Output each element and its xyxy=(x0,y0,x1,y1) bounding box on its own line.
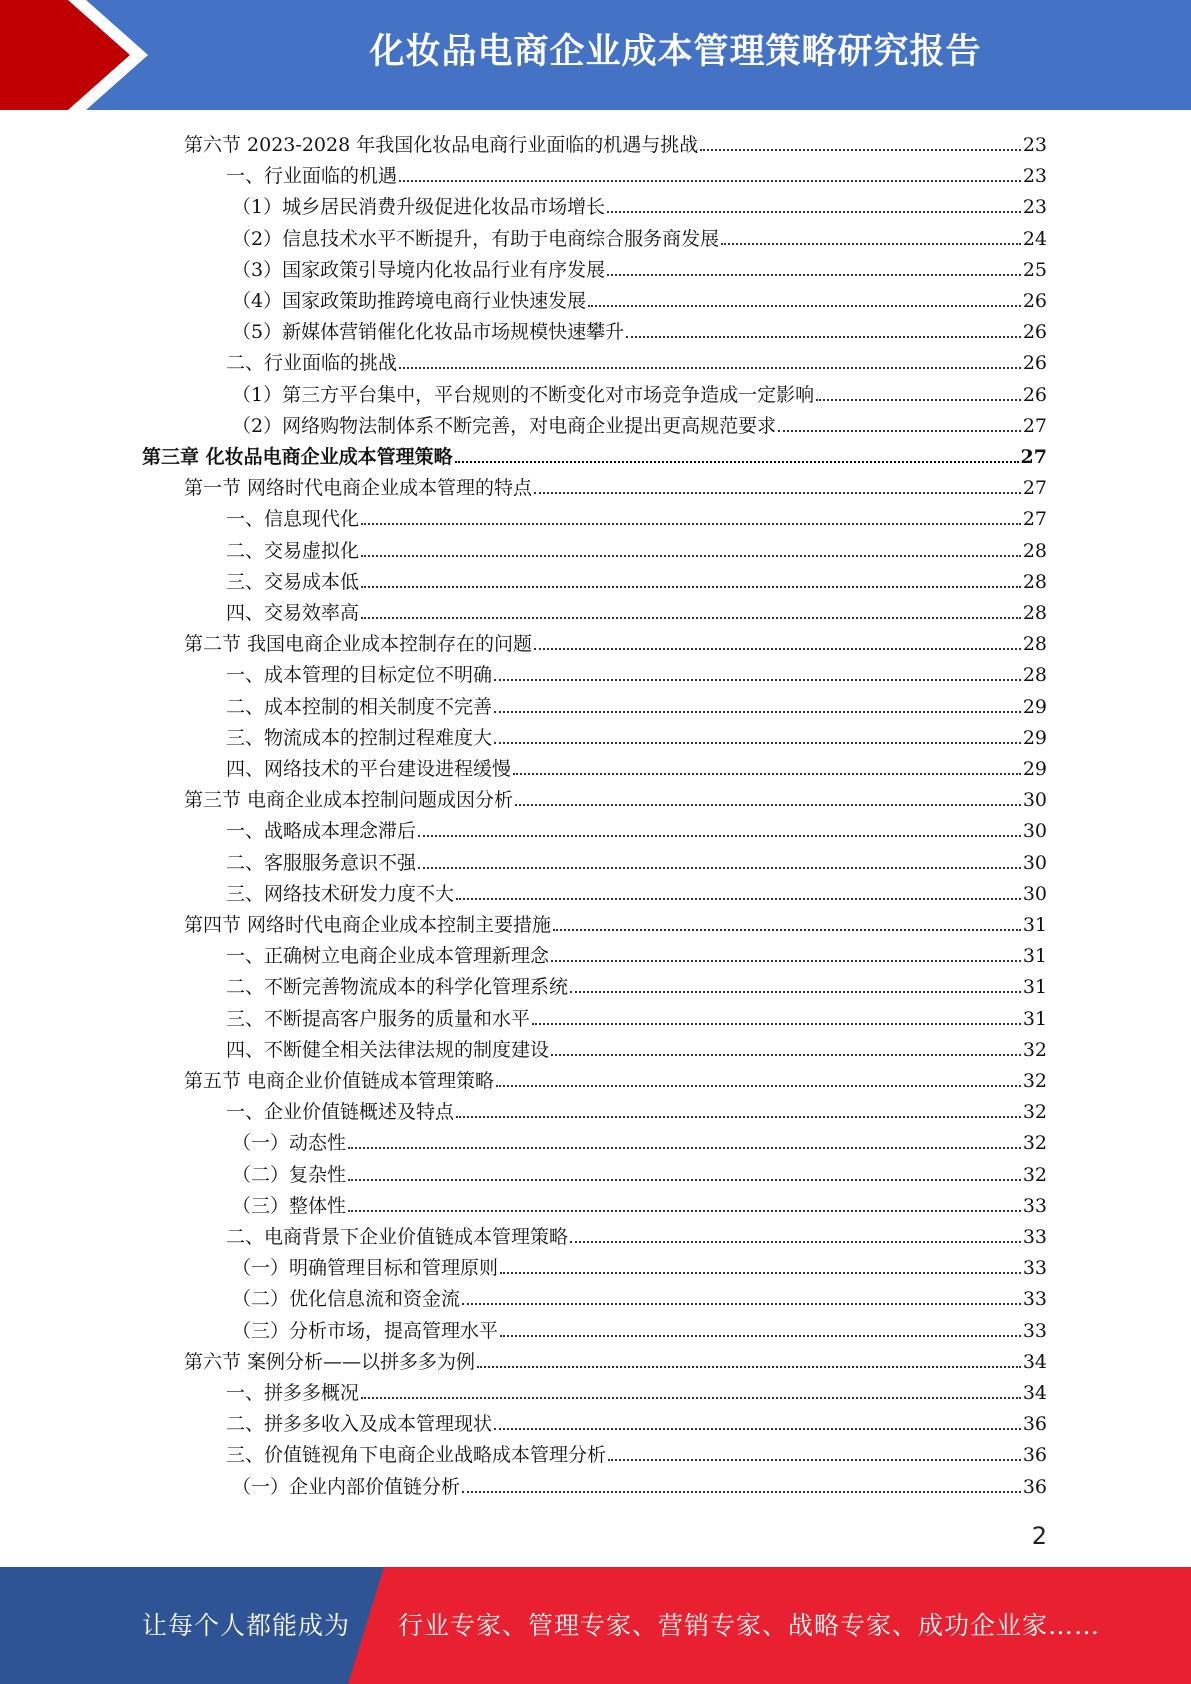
toc-entry-page: 23 xyxy=(1022,196,1047,218)
toc-entry[interactable] xyxy=(232,376,1047,407)
toc-entry-title: 二、不断完善物流成本的科学化管理系统 xyxy=(226,976,569,998)
toc-entry[interactable] xyxy=(226,656,1047,687)
header-banner xyxy=(0,0,1191,110)
toc-dot-leader xyxy=(494,742,1021,744)
toc-dot-leader xyxy=(361,1397,1021,1399)
toc-entry-title: 第二节 我国电商企业成本控制存在的问题 xyxy=(184,633,533,655)
toc-entry-page: 33 xyxy=(1022,1320,1047,1342)
toc-entry-page: 25 xyxy=(1022,259,1047,281)
toc-entry-title: 四、不断健全相关法律法规的制度建设 xyxy=(226,1039,550,1061)
toc-dot-leader xyxy=(399,367,1021,369)
toc-entry-page: 28 xyxy=(1022,602,1047,624)
toc-entry[interactable] xyxy=(226,812,1047,843)
toc-dot-leader xyxy=(551,960,1021,962)
toc-entry-title: 第四节 网络时代电商企业成本控制主要措施 xyxy=(184,914,552,936)
toc-entry-title: 第五节 电商企业价值链成本管理策略 xyxy=(184,1070,495,1092)
toc-entry-page: 33 xyxy=(1022,1195,1047,1217)
toc-dot-leader xyxy=(361,617,1021,619)
toc-entry[interactable] xyxy=(184,906,1047,937)
toc-entry-title: 四、交易效率高 xyxy=(226,602,360,624)
toc-entry-title: 二、行业面临的挑战 xyxy=(226,352,398,374)
toc-entry-page: 33 xyxy=(1022,1257,1047,1279)
toc-dot-leader xyxy=(816,399,1021,401)
footer-banner xyxy=(0,1567,1191,1684)
toc-entry-title: （二）复杂性 xyxy=(232,1164,347,1186)
toc-entry-page: 32 xyxy=(1022,1164,1047,1186)
toc-entry[interactable] xyxy=(232,1249,1047,1280)
toc-entry[interactable] xyxy=(232,1468,1047,1499)
toc-entry-page: 23 xyxy=(1022,134,1047,156)
footer-slogan-left: 让每个人都能成为 xyxy=(142,1611,351,1640)
toc-entry-page: 26 xyxy=(1022,352,1047,374)
toc-entry-title: 一、企业价值链概述及特点 xyxy=(226,1101,455,1123)
toc-entry[interactable] xyxy=(232,1312,1047,1343)
toc-entry[interactable] xyxy=(226,594,1047,625)
toc-entry-title: 三、不断提高客户服务的质量和水平 xyxy=(226,1008,531,1030)
toc-entry[interactable] xyxy=(226,563,1047,594)
toc-entry-title: （2）信息技术水平不断提升，有助于电商综合服务商发展 xyxy=(232,228,720,250)
toc-dot-leader xyxy=(551,1054,1021,1056)
toc-entry-page: 26 xyxy=(1022,384,1047,406)
toc-dot-leader xyxy=(361,586,1021,588)
toc-entry-title: 第六节 2023-2028 年我国化妆品电商行业面临的机遇与挑战 xyxy=(184,134,699,156)
toc-chapter-entry[interactable] xyxy=(142,438,1047,469)
toc-entry[interactable] xyxy=(184,781,1047,812)
toc-entry[interactable] xyxy=(184,1343,1047,1374)
toc-entry[interactable] xyxy=(226,937,1047,968)
toc-entry-title: （1）城乡居民消费升级促进化妆品市场增长 xyxy=(232,196,606,218)
toc-entry-page: 29 xyxy=(1022,727,1047,749)
toc-entry-title: 三、价值链视角下电商企业战略成本管理分析 xyxy=(226,1444,607,1466)
toc-entry-title: 三、物流成本的控制过程难度大 xyxy=(226,727,493,749)
toc-entry-title: 一、正确树立电商企业成本管理新理念 xyxy=(226,945,550,967)
toc-entry-page: 36 xyxy=(1022,1476,1047,1498)
toc-dot-leader xyxy=(456,1116,1021,1118)
toc-entry-page: 31 xyxy=(1022,945,1047,967)
toc-entry-title: 四、网络技术的平台建设进程缓慢 xyxy=(226,758,512,780)
toc-entry[interactable] xyxy=(232,407,1047,438)
toc-entry-page: 27 xyxy=(1022,415,1047,437)
toc-entry-title: （三）分析市场，提高管理水平 xyxy=(232,1320,499,1342)
toc-entry-title: 二、客服服务意识不强 xyxy=(226,852,417,874)
toc-entry[interactable] xyxy=(226,1031,1047,1062)
toc-entry-title: 二、成本控制的相关制度不完善 xyxy=(226,696,493,718)
toc-entry[interactable] xyxy=(226,1218,1047,1249)
toc-entry-title: （2）网络购物法制体系不断完善，对电商企业提出更高规范要求 xyxy=(232,415,777,437)
toc-entry[interactable] xyxy=(226,1436,1047,1467)
toc-dot-leader xyxy=(513,773,1021,775)
toc-entry-title: （一）动态性 xyxy=(232,1132,347,1154)
toc-dot-leader xyxy=(462,1303,1021,1305)
toc-entry-title: 一、战略成本理念滞后 xyxy=(226,820,417,842)
toc-entry-title: 第六节 案例分析——以拼多多为例 xyxy=(184,1351,476,1373)
toc-entry[interactable] xyxy=(232,188,1047,219)
toc-dot-leader xyxy=(778,430,1021,432)
toc-entry-page: 30 xyxy=(1022,883,1047,905)
toc-dot-leader xyxy=(534,492,1021,494)
toc-entry-page: 33 xyxy=(1022,1288,1047,1310)
toc-entry[interactable] xyxy=(226,719,1047,750)
toc-dot-leader xyxy=(348,1147,1021,1149)
toc-entry-page: 30 xyxy=(1022,789,1047,811)
toc-entry[interactable] xyxy=(232,1124,1047,1155)
toc-entry[interactable] xyxy=(232,1156,1047,1187)
toc-dot-leader xyxy=(607,211,1021,213)
toc-entry-title: 三、网络技术研发力度不大 xyxy=(226,883,455,905)
toc-entry-title: 二、拼多多收入及成本管理现状 xyxy=(226,1413,493,1435)
toc-entry[interactable] xyxy=(232,1187,1047,1218)
toc-entry-page: 29 xyxy=(1022,696,1047,718)
toc-entry-title: （一）企业内部价值链分析 xyxy=(232,1476,461,1498)
page-title: 化妆品电商企业成本管理策略研究报告 xyxy=(369,32,982,72)
toc-entry-title: 一、成本管理的目标定位不明确 xyxy=(226,664,493,686)
toc-dot-leader xyxy=(570,991,1021,993)
toc-dot-leader xyxy=(418,867,1021,869)
toc-dot-leader xyxy=(462,1491,1021,1493)
toc-entry-title: 二、交易虚拟化 xyxy=(226,540,360,562)
toc-dot-leader xyxy=(496,1085,1021,1087)
toc-entry-page: 28 xyxy=(1022,540,1047,562)
toc-entry-page: 32 xyxy=(1022,1101,1047,1123)
toc-entry-title: （三）整体性 xyxy=(232,1195,347,1217)
toc-entry[interactable] xyxy=(226,344,1047,375)
toc-entry-page: 27 xyxy=(1020,446,1047,468)
toc-entry-title: （1）第三方平台集中，平台规则的不断变化对市场竞争造成一定影响 xyxy=(232,384,815,406)
toc-entry[interactable] xyxy=(226,500,1047,531)
toc-dot-leader xyxy=(494,679,1021,681)
toc-entry[interactable] xyxy=(184,469,1047,500)
toc-dot-leader xyxy=(570,1241,1021,1243)
toc-entry-title: 第三节 电商企业成本控制问题成因分析 xyxy=(184,789,514,811)
toc-dot-leader xyxy=(515,804,1021,806)
toc-entry-page: 26 xyxy=(1022,321,1047,343)
toc-entry-title: （4）国家政策助推跨境电商行业快速发展 xyxy=(232,290,587,312)
toc-entry[interactable] xyxy=(226,1000,1047,1031)
toc-entry-page: 30 xyxy=(1022,852,1047,874)
toc-entry-page: 30 xyxy=(1022,820,1047,842)
toc-entry-page: 26 xyxy=(1022,290,1047,312)
toc-dot-leader xyxy=(455,461,1019,463)
toc-entry[interactable] xyxy=(184,126,1047,157)
toc-entry-page: 34 xyxy=(1022,1351,1047,1373)
toc-dot-leader xyxy=(608,1459,1021,1461)
toc-entry-page: 33 xyxy=(1022,1226,1047,1248)
toc-entry[interactable] xyxy=(184,1062,1047,1093)
toc-dot-leader xyxy=(534,648,1021,650)
toc-entry-title: 二、电商背景下企业价值链成本管理策略 xyxy=(226,1226,569,1248)
toc-dot-leader xyxy=(418,835,1021,837)
toc-dot-leader xyxy=(477,1366,1021,1368)
toc-dot-leader xyxy=(500,1272,1021,1274)
toc-entry[interactable] xyxy=(226,532,1047,563)
toc-dot-leader xyxy=(361,555,1021,557)
toc-entry-title: 第一节 网络时代电商企业成本管理的特点 xyxy=(184,477,533,499)
toc-entry-title: （3）国家政策引导境内化妆品行业有序发展 xyxy=(232,259,606,281)
toc-entry[interactable] xyxy=(226,1374,1047,1405)
toc-entry-page: 34 xyxy=(1022,1382,1047,1404)
toc-dot-leader xyxy=(456,898,1021,900)
toc-entry-page: 23 xyxy=(1022,165,1047,187)
toc-dot-leader xyxy=(721,243,1021,245)
toc-entry[interactable] xyxy=(226,844,1047,875)
toc-entry-title: 一、拼多多概况 xyxy=(226,1382,360,1404)
toc-entry[interactable] xyxy=(226,688,1047,719)
page-number: 2 xyxy=(1031,1522,1047,1550)
toc-entry-title: 第三章 化妆品电商企业成本管理策略 xyxy=(142,446,453,468)
footer-slogan-right: 行业专家、管理专家、营销专家、战略专家、成功企业家…… xyxy=(398,1611,1101,1640)
toc-entry-title: 一、信息现代化 xyxy=(226,508,360,530)
toc-entry-page: 27 xyxy=(1022,508,1047,530)
toc-entry[interactable] xyxy=(226,157,1047,188)
toc-dot-leader xyxy=(553,929,1021,931)
toc-entry-page: 29 xyxy=(1022,758,1047,780)
toc-entry-title: 一、行业面临的机遇 xyxy=(226,165,398,187)
toc-entry-page: 28 xyxy=(1022,571,1047,593)
toc-entry-page: 31 xyxy=(1022,1008,1047,1030)
toc-entry[interactable] xyxy=(226,875,1047,906)
toc-dot-leader xyxy=(348,1210,1021,1212)
toc-dot-leader xyxy=(607,274,1021,276)
toc-dot-leader xyxy=(532,1023,1021,1025)
toc-entry-page: 36 xyxy=(1022,1413,1047,1435)
toc-dot-leader xyxy=(399,180,1021,182)
toc-entry-page: 36 xyxy=(1022,1444,1047,1466)
toc-entry-page: 32 xyxy=(1022,1039,1047,1061)
toc-entry[interactable] xyxy=(226,968,1047,999)
toc-entry-page: 28 xyxy=(1022,633,1047,655)
toc-entry-page: 28 xyxy=(1022,664,1047,686)
toc-entry[interactable] xyxy=(232,251,1047,282)
toc-dot-leader xyxy=(361,523,1021,525)
toc-entry-page: 32 xyxy=(1022,1132,1047,1154)
toc-entry-page: 27 xyxy=(1022,477,1047,499)
toc-entry[interactable] xyxy=(226,1093,1047,1124)
toc-entry[interactable] xyxy=(226,750,1047,781)
toc-dot-leader xyxy=(494,711,1021,713)
toc-dot-leader xyxy=(500,1335,1021,1337)
toc-entry-page: 31 xyxy=(1022,976,1047,998)
toc-entry[interactable] xyxy=(232,313,1047,344)
toc-entry-title: 三、交易成本低 xyxy=(226,571,360,593)
toc-entry-page: 31 xyxy=(1022,914,1047,936)
toc-entry[interactable] xyxy=(226,1405,1047,1436)
toc-dot-leader xyxy=(588,305,1021,307)
header-red-shape xyxy=(0,0,150,110)
toc-entry-page: 24 xyxy=(1022,228,1047,250)
toc-entry-title: （5）新媒体营销催化化妆品市场规模快速攀升 xyxy=(232,321,625,343)
toc-entry[interactable] xyxy=(232,220,1047,251)
toc-entry[interactable] xyxy=(232,282,1047,313)
toc-entry[interactable] xyxy=(184,625,1047,656)
toc-dot-leader xyxy=(348,1179,1021,1181)
toc-entry[interactable] xyxy=(232,1280,1047,1311)
toc-dot-leader xyxy=(700,149,1021,151)
toc-dot-leader xyxy=(494,1428,1021,1430)
toc-dot-leader xyxy=(626,336,1021,338)
toc-entry-page: 32 xyxy=(1022,1070,1047,1092)
toc-entry-title: （一）明确管理目标和管理原则 xyxy=(232,1257,499,1279)
toc-entry-title: （二）优化信息流和资金流 xyxy=(232,1288,461,1310)
